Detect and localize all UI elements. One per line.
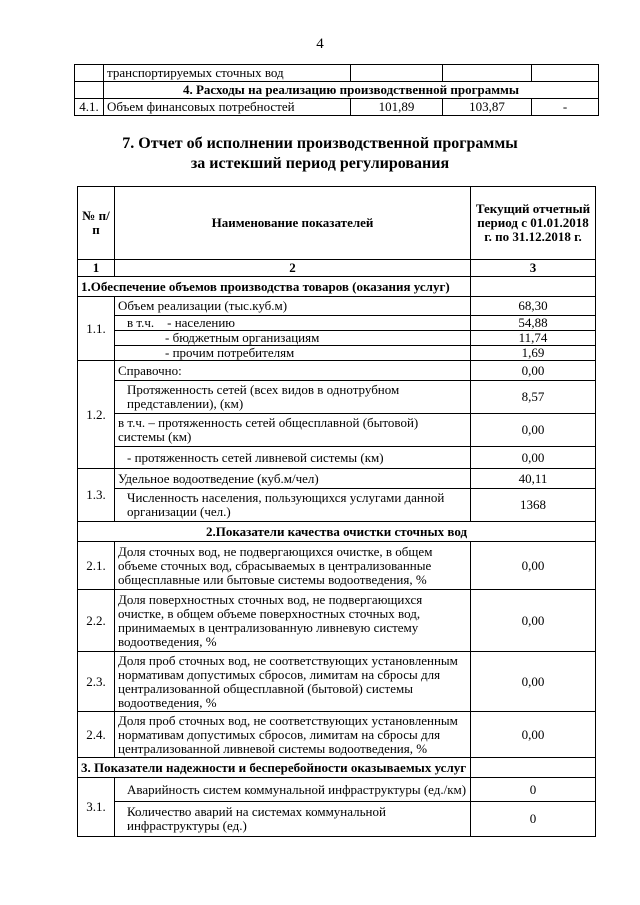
section2-title: 2.Показатели качества очистки сточных вод <box>78 522 596 542</box>
group-num: 1.2. <box>78 361 115 469</box>
row-value: 0,00 <box>471 542 596 590</box>
row-name: Количество аварий на системах коммунальной инфраструктуры (ед.) <box>115 802 471 837</box>
group-num: 1.1. <box>78 297 115 361</box>
row-name: - протяженность сетей ливневой системы (км) <box>115 447 471 469</box>
row-name: Численность населения, пользующихся услугами данной организации (чел.) <box>115 489 471 522</box>
row-name: - прочим потребителям <box>115 346 471 361</box>
group-num: 3.1. <box>78 778 115 837</box>
row-num: 4.1. <box>75 99 104 116</box>
row-value: 1,69 <box>471 346 596 361</box>
row-num: 2.1. <box>78 542 115 590</box>
row-value-3: - <box>532 99 599 116</box>
row-value: 8,57 <box>471 381 596 414</box>
row-name: Справочно: <box>115 361 471 381</box>
report-table: № п/п Наименование показателей Текущий отчетный период с 01.01.2018 г. по 31.12.2018 г. 1 2 3 1.Обеспечение объемов производства товаров (оказания услуг) 1.1. Объем реализации (тыс.куб.м) 68,30 в т.ч. - населению 54,88 - бюджетным организациям 11,74 - прочим потребителям 1,69 1.2. Справочно: 0,00 Протяженность сетей (всех видов в однотрубном представлении), (км) 8,57 в т.ч. – протяженность сетей общесплавной (бытовой) системы (км) 0,00 - протяженность сетей ливневой системы (км) 0,00 1.3. Удельное водоотведение (куб.м/чел) 40,11 Численность населения, пользующихся услугами данной организации (чел.) 1368 2.Показатели качества очистки сточных вод 2.1. Доля сточных вод, не подвергающихся очистке, в общем объеме сточных вод, сбрасываемых в централизованные общесплавные или бытовые системы водоотведения, % 0,00 2.2. Доля поверхностных сточных вод, не подвергающихся очистке, в общем объеме поверхностных сточных вод, принимаемых в централизованную ливневую систему водоотведения, % 0,00 2.3. Доля проб сточных вод, не соответствующих установленным нормативам допустимых сбросов, лимитам на сбросы для централизованной общесплавной (бытовой) системы водоотведения, % 0,00 2.4. Доля проб сточных вод, не соответствующих установленным нормативам допустимых сбросов, лимитам на сбросы для централизованной ливневой системы водоотведения, % 0,00 3. Показатели надежности и бесперебойности оказываемых услуг 3.1. Аварийность систем коммунальной инфраструктуры (ед./км) 0 Количество аварий на системах коммунальной инфраструктуры (ед.) 0 <box>77 186 596 837</box>
top-table <box>74 64 599 116</box>
row-name: - бюджетным организациям <box>115 331 471 346</box>
row-name: Доля проб сточных вод, не соответствующих установленным нормативам допустимых сбросов, лимитам на сбросы для централизованной ливневой системы водоотведения, % <box>115 712 471 758</box>
title-line-2: за истекший период регулирования <box>190 155 450 172</box>
row-name: Доля поверхностных сточных вод, не подвергающихся очистке, в общем объеме поверхностных сточных вод, принимаемых в централизованную ливневую систему водоотведения, % <box>115 590 471 652</box>
row-value: 0,00 <box>471 414 596 447</box>
row-name: в т.ч. – протяженность сетей общесплавной (бытовой) системы (км) <box>115 414 471 447</box>
row-value: 11,74 <box>471 331 596 346</box>
title-line-1: 7. Отчет об исполнении производственной программы <box>122 135 518 152</box>
row-text: транспортируемых сточных вод <box>104 65 351 82</box>
section4-header: 4. Расходы на реализацию производственной программы <box>104 82 599 99</box>
row-value: 40,11 <box>471 469 596 489</box>
header-period: Текущий отчетный период с 01.01.2018 г. по 31.12.2018 г. <box>471 187 596 260</box>
row-value: 0,00 <box>471 590 596 652</box>
section1-title: 1.Обеспечение объемов производства товаров (оказания услуг) <box>78 277 471 297</box>
row-name: Аварийность систем коммунальной инфраструктуры (ед./км) <box>115 778 471 802</box>
row-value: 54,88 <box>471 316 596 331</box>
row-value-2: 103,87 <box>443 99 532 116</box>
header-name: Наименование показателей <box>115 187 471 260</box>
row-value: 0 <box>471 802 596 837</box>
row-name: Удельное водоотведение (куб.м/чел) <box>115 469 471 489</box>
row-num: 2.2. <box>78 590 115 652</box>
row-name: Объем реализации (тыс.куб.м) <box>115 297 471 316</box>
row-value: 0,00 <box>471 712 596 758</box>
row-value: 1368 <box>471 489 596 522</box>
row-num: 2.4. <box>78 712 115 758</box>
row-value-1: 101,89 <box>351 99 443 116</box>
row-value: 0,00 <box>471 447 596 469</box>
page-number: 4 <box>316 36 324 52</box>
section3-title: 3. Показатели надежности и бесперебойности оказываемых услуг <box>78 758 471 778</box>
row-value: 0 <box>471 778 596 802</box>
row-name: Доля сточных вод, не подвергающихся очистке, в общем объеме сточных вод, сбрасываемых в централизованные общесплавные или бытовые системы водоотведения, % <box>115 542 471 590</box>
row-name: в т.ч. - населению <box>115 316 471 331</box>
row-value: 0,00 <box>471 652 596 712</box>
row-name: Протяженность сетей (всех видов в однотрубном представлении), (км) <box>115 381 471 414</box>
group-num: 1.3. <box>78 469 115 522</box>
row-name: Доля проб сточных вод, не соответствующих установленным нормативам допустимых сбросов, лимитам на сбросы для централизованной общесплавной (бытовой) системы водоотведения, % <box>115 652 471 712</box>
header-num: № п/п <box>78 187 115 260</box>
row-num: 2.3. <box>78 652 115 712</box>
row-value: 68,30 <box>471 297 596 316</box>
row-name: Объем финансовых потребностей <box>104 99 351 116</box>
row-value: 0,00 <box>471 361 596 381</box>
report-title <box>0 134 640 174</box>
